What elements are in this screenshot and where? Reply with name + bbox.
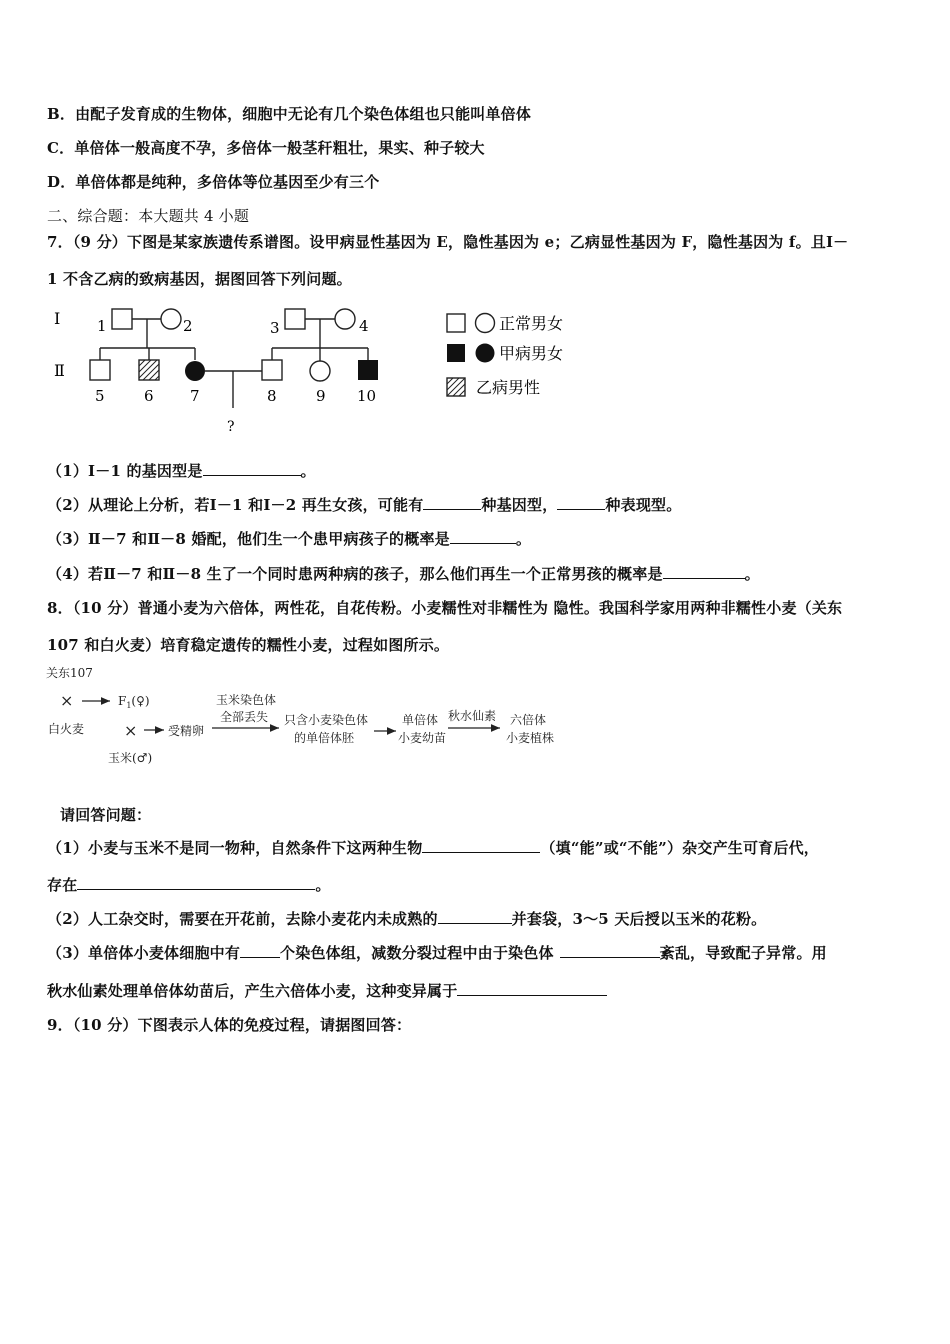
flow-guandong: 关东107 [46,666,93,680]
flow-maize: 玉米(♂) [108,751,153,765]
q7-sub2-end: 种表现型。 [605,496,682,514]
answer-blank[interactable] [457,981,607,996]
q8-sub2-text: （2）人工杂交时，需要在开花前，去除小麦花内未成熟的 [47,910,438,928]
breeding-flow-diagram [44,660,584,770]
q8-sub2 [47,908,766,929]
flow-baihuo: 白火麦 [48,722,85,736]
legend-normal-label: 正常男女 [499,314,564,333]
flow-cross-1: × [60,691,74,710]
q8-stem-line1: 8．（10 分）普通小麦为六倍体，两性花，自花传粉。小麦糯性对非糯性为 隐性。我国科学家用两种非糯性小麦（关东 [47,599,843,617]
q7-sub1 [47,460,316,481]
answer-blank[interactable] [557,495,605,510]
q8-sub2-end: 并套袋，3～5 天后授以玉米的花粉。 [511,910,767,928]
option-b: B．由配子发育成的生物体，细胞中无论有几个染色体组也只能叫单倍体 [47,105,532,123]
label-6: 6 [144,387,154,405]
flow-colchicine: 秋水仙素 [448,709,497,723]
q8-sub1-cont [47,874,331,895]
legend-normal-circle [476,314,495,333]
legend-disease-b-label: 乙病男性 [476,378,541,397]
q7-sub2 [47,494,681,515]
q8-sub1-text: （1）小麦与玉米不是同一物种，自然条件下这两种生物 [47,839,423,857]
flow-plant-line2: 小麦植株 [506,731,555,745]
label-3: 3 [270,319,280,337]
label-7: 7 [190,387,200,405]
individual-10-filled-square [358,360,378,380]
option-c: C．单倍体一般高度不孕，多倍体一般茎秆粗壮，果实、种子较大 [47,139,485,157]
label-9: 9 [316,387,326,405]
q7-stem-line1: 7．（9 分）下图是某家族遗传系谱图。设甲病显性基因为 E，隐性基因为 e；乙病显性基因为 F，隐性基因为 f。且Ⅰ－ [47,233,849,251]
answer-blank[interactable] [438,909,512,924]
q8-sub3 [47,942,827,963]
individual-5-square [90,360,110,380]
q8-sub1 [47,837,819,858]
individual-3-square [285,309,305,329]
pedigree-chart [50,300,590,440]
q9-stem: 9．（10 分）下图表示人体的免疫过程，请据图回答： [47,1016,412,1034]
answer-blank[interactable] [423,495,481,510]
answer-blank[interactable] [77,875,315,890]
q7-sub1-end: 。 [300,462,316,480]
answer-blank[interactable] [203,461,301,476]
individual-7-filled-circle [185,361,205,381]
flow-cross-2: × [124,721,138,740]
answer-blank[interactable] [422,838,540,853]
q7-sub3-end: 。 [515,530,532,548]
q7-stem-line2: 1 不含乙病的致病基因，据图回答下列问题。 [47,270,352,288]
q8-sub3-cont [47,980,607,1001]
generation-label-1: Ⅰ [54,309,61,328]
q8-stem-line2: 107 和白火麦）培育稳定遗传的糯性小麦，过程如图所示。 [47,636,450,654]
q7-sub4 [47,563,760,584]
q8-sub3-mid: 个染色体组，减数分裂过程中由于染色体 [280,944,554,962]
q8-sub1-end: 。 [315,876,331,894]
legend-disease-a-square [447,344,465,362]
flow-arrow1-bottom: 全部丢失 [220,710,269,724]
q7-sub1-text: （1）Ⅰ－1 的基因型是 [47,462,203,480]
section-heading: 二、综合题：本大题共 4 小题 [47,207,250,225]
flow-plant-line1: 六倍体 [510,713,547,727]
flow-arrow1-top: 玉米染色体 [216,693,277,707]
q8-prompt: 请回答问题： [60,806,152,824]
q7-sub3 [47,528,531,549]
individual-2-circle [161,309,181,329]
label-8: 8 [267,387,277,405]
individual-8-square [262,360,282,380]
q8-sub1-mid: （填“能”或“不能”）杂交产生可育后代， [540,839,819,857]
label-5: 5 [95,387,105,405]
flow-f1: $F_1(♀)$ [118,694,150,710]
individual-9-circle [310,361,330,381]
label-2: 2 [183,317,193,335]
flow-embryo-line2: 的单倍体胚 [294,731,355,745]
legend-disease-a-circle [476,344,495,363]
q8-sub3-cont-text: 秋水仙素处理单倍体幼苗后，产生六倍体小麦，这种变异属于 [47,982,458,1000]
q8-sub3-end: 紊乱，导致配子异常。用 [659,944,827,962]
label-4: 4 [359,317,369,335]
individual-1-square [112,309,132,329]
legend-disease-a-label: 甲病男女 [499,344,564,363]
label-10: 10 [357,387,377,405]
flow-embryo-line1: 只含小麦染色体 [284,713,369,727]
individual-4-circle [335,309,355,329]
flow-seedling-line1: 单倍体 [402,713,439,727]
flow-seedling-line2: 小麦幼苗 [398,731,447,745]
q7-sub4-text: （4）若Ⅱ－7 和Ⅱ－8 生了一个同时患两种病的孩子，那么他们再生一个正常男孩的概率是 [47,565,663,583]
label-unknown-child: ? [227,419,235,435]
q8-sub3-text: （3）单倍体小麦体细胞中有 [47,944,241,962]
q7-sub2-text: （2）从理论上分析，若Ⅰ－1 和Ⅰ－2 再生女孩，可能有 [47,496,424,514]
q8-sub1-cont-text: 存在 [47,876,78,894]
answer-blank[interactable] [240,943,280,958]
label-1: 1 [97,317,107,335]
option-d: D．单倍体都是纯种，多倍体等位基因至少有三个 [47,173,380,191]
q7-sub2-mid: 种基因型， [481,496,558,514]
answer-blank[interactable] [560,943,660,958]
q7-sub3-text: （3）Ⅱ－7 和Ⅱ－8 婚配，他们生一个患甲病孩子的概率是 [47,530,450,548]
flow-fertilized-egg: 受精卵 [168,724,205,738]
legend-normal-square [447,314,465,332]
generation-label-2: Ⅱ [54,361,65,380]
q7-sub4-end: 。 [744,565,760,583]
answer-blank[interactable] [450,529,516,544]
answer-blank[interactable] [663,564,745,579]
